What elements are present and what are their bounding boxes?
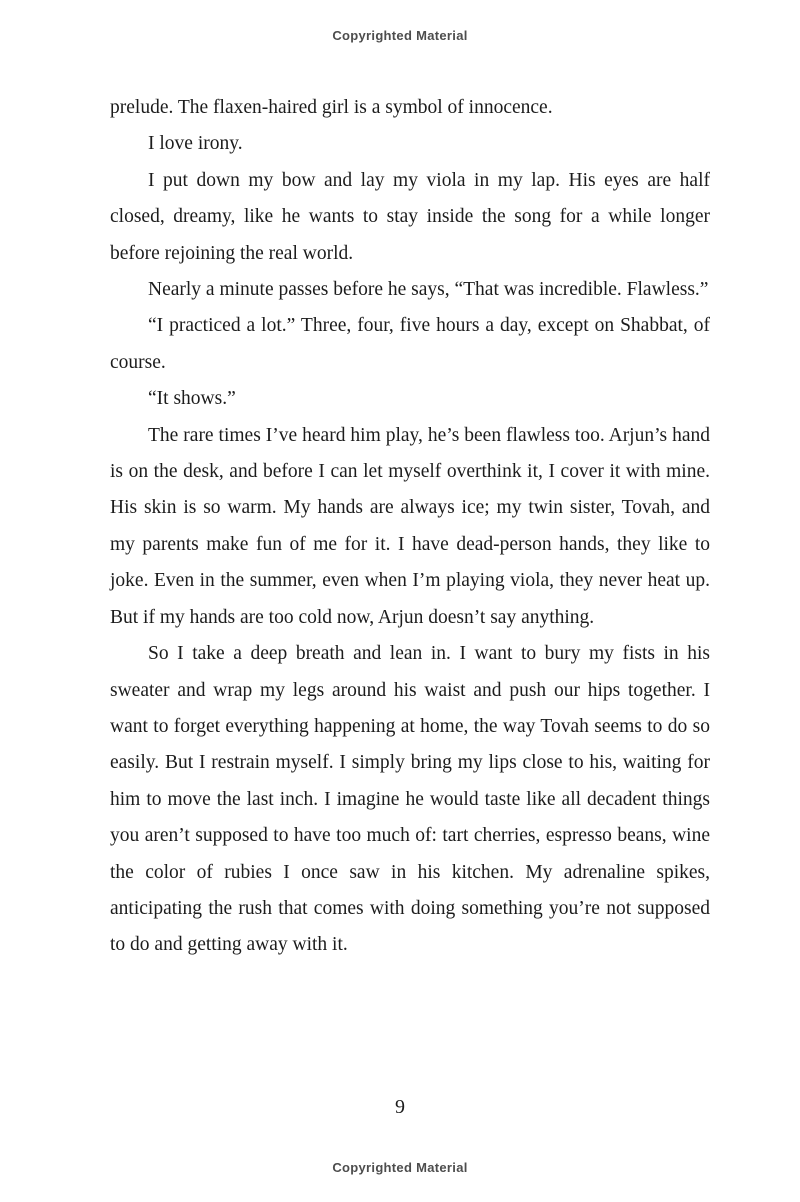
paragraph: Nearly a minute passes before he says, “That was incredible. Flawless.” xyxy=(148,279,709,301)
copyright-notice-top: Copyrighted Material xyxy=(332,28,468,43)
paragraph: I put down my bow and lay my viola in my lap. His eyes are half closed, dreamy, like he wants to stay inside the song for a while longer before rejoining the real world. xyxy=(110,169,710,264)
page-body xyxy=(110,90,710,964)
paragraph: “It shows.” xyxy=(148,388,236,410)
paragraph: So I take a deep breath and lean in. I want to bury my fists in his sweater and wrap my legs around his waist and push our hips together. I want to forget everything happening at home, the way Tovah seems to do so easily. But I restrain myself. I simply bring my lips close to his, waiting for him to move the last inch. I imagine he would taste like all decadent things you aren’t supposed to have too much of: tart cherries, espresso beans, wine the color of rubies I once saw in his kitchen. My adrenaline spikes, anticipating the rush that comes with doing something you’re not supposed to do and getting away with it. xyxy=(110,643,710,956)
copyright-notice-bottom: Copyrighted Material xyxy=(332,1160,468,1175)
paragraph: I love irony. xyxy=(148,133,243,155)
page-number: 9 xyxy=(395,1096,405,1118)
paragraph: The rare times I’ve heard him play, he’s been flawless too. Arjun’s hand is on the desk, and before I can let myself overthink it, I cover it with mine. His skin is so warm. My hands are always ice; my twin sister, Tovah, and my parents make fun of me for it. I have dead-person hands, they like to joke. Even in the summer, even when I’m playing viola, they never heat up. But if my hands are too cold now, Arjun doesn’t say anything. xyxy=(110,424,710,628)
paragraph: “I practiced a lot.” Three, four, five hours a day, except on Shabbat, of course. xyxy=(110,315,710,373)
paragraph: prelude. The flaxen-haired girl is a symbol of innocence. xyxy=(110,97,553,118)
